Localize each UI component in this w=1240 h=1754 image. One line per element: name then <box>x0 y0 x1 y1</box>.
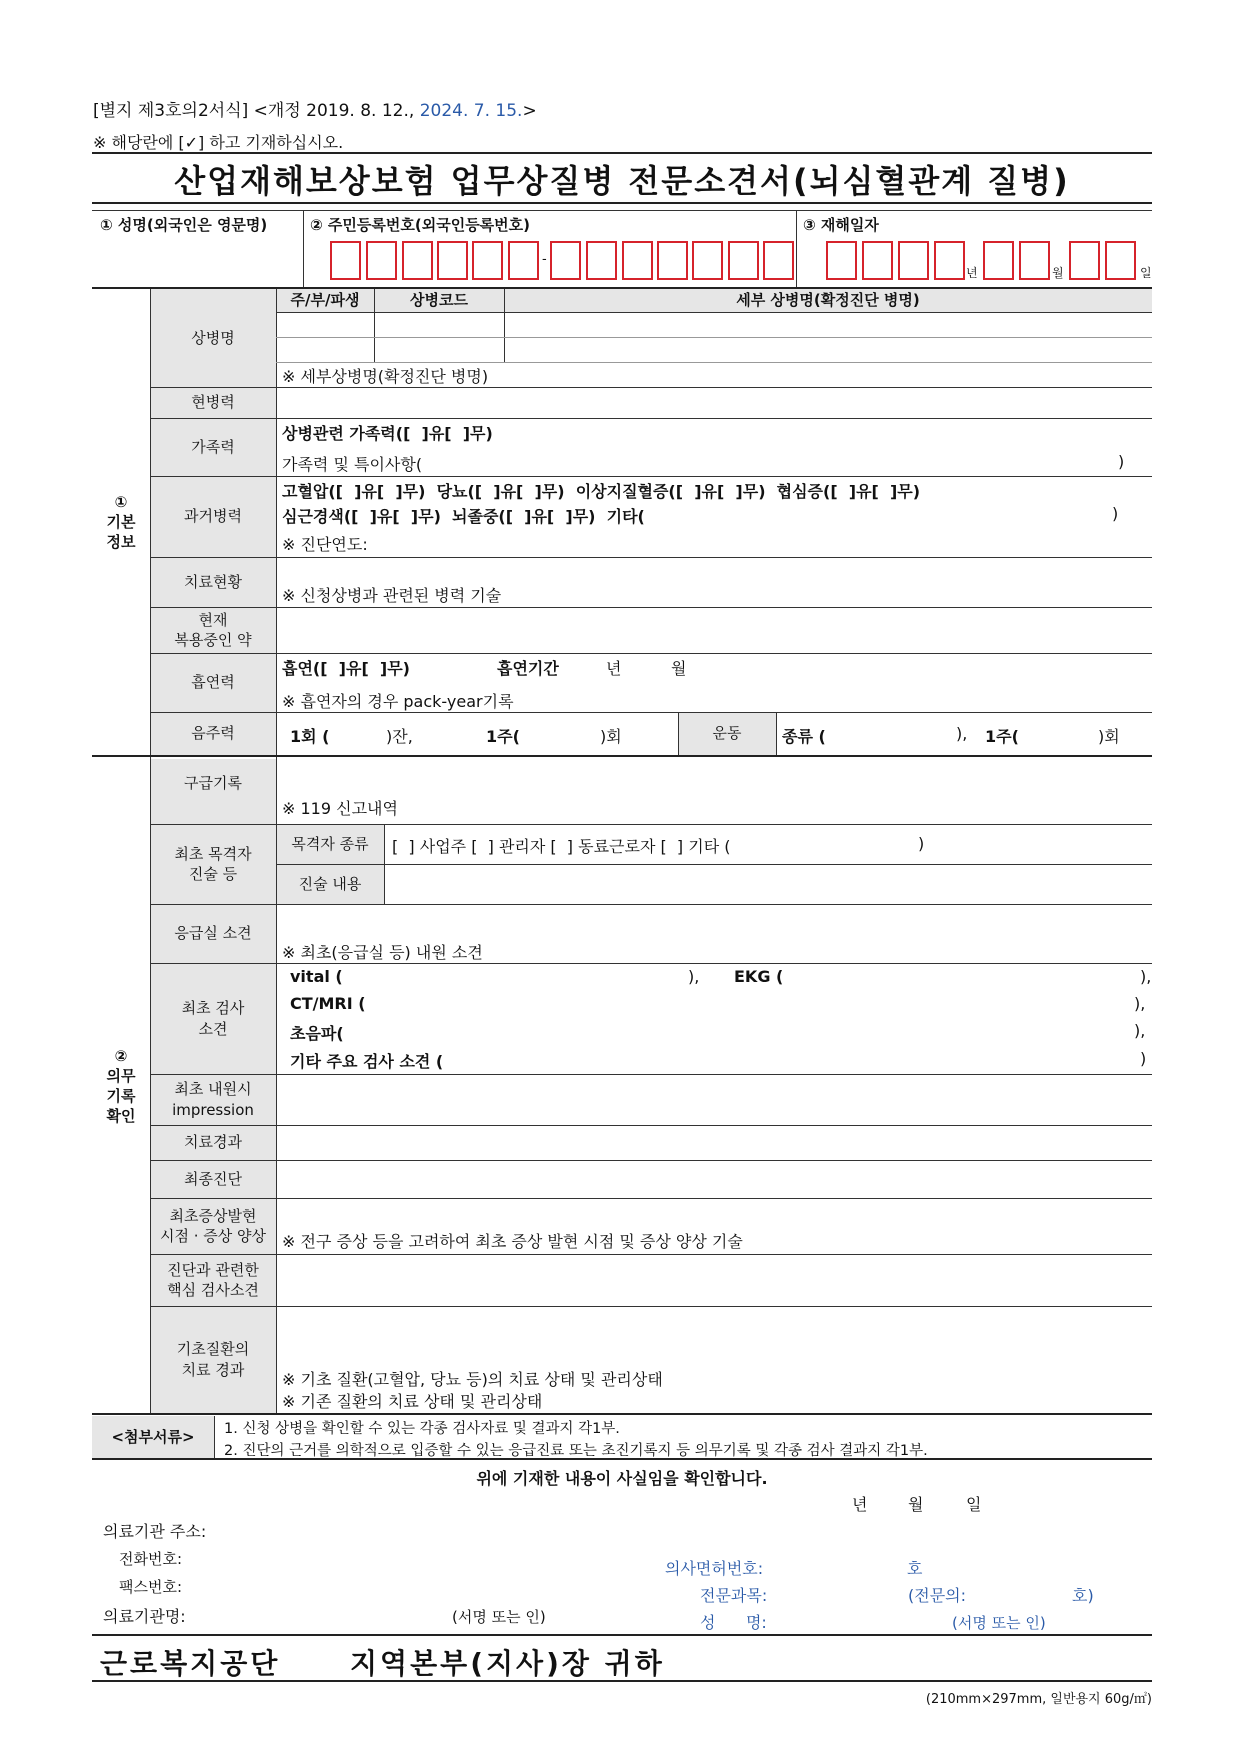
exam-etc-close: ) <box>1140 1049 1147 1068</box>
course-field[interactable] <box>277 1126 1152 1160</box>
footer-bottom-line <box>92 1680 1152 1682</box>
institution-name[interactable]: 의료기관명: <box>103 1607 186 1626</box>
core-exam-field[interactable] <box>277 1255 1152 1306</box>
form-ref-tail: > <box>522 101 537 121</box>
accident-date-label: ③ 재해일자 <box>803 216 879 234</box>
past-history-line3[interactable]: ※ 진단연도: <box>282 535 368 554</box>
family-history-close: ) <box>1118 452 1125 471</box>
section-divider <box>92 1413 1152 1415</box>
final-dx-label: 최종진단 <box>184 1169 242 1188</box>
treatment-label: 치료현황 <box>184 572 242 591</box>
past-history-line1[interactable]: 고혈압([ ]유[ ]무) 당뇨([ ]유[ ]무) 이상지질혈증([ ]유[ ]무) 협심증([ ]유[ ]무) <box>282 482 921 501</box>
family-history-label: 가족력 <box>191 437 235 456</box>
witness-label: 최초 목격자 진술 등 <box>174 844 252 883</box>
institution-fax[interactable]: 팩스번호: <box>119 1578 183 1596</box>
smoking-label: 흡연력 <box>191 673 235 692</box>
row-line <box>150 653 1152 654</box>
title-rule <box>92 202 1152 204</box>
institution-sign: (서명 또는 인) <box>452 1608 546 1626</box>
ambulance-label: 구급기록 <box>184 774 242 793</box>
revision-date: 2024. 7. 15. <box>419 101 523 121</box>
diagnosis-note: ※ 세부상병명(확정진단 병명) <box>282 367 489 386</box>
institution-address[interactable]: 의료기관 주소: <box>103 1522 207 1541</box>
witness-content-field[interactable] <box>385 865 1152 904</box>
smoking-status[interactable]: 흡연([ ]유[ ]무) <box>282 659 410 678</box>
identity-top-line <box>92 210 1152 211</box>
specialty-label[interactable]: 전문과목: <box>700 1586 768 1605</box>
impression-label: 최초 내원시 impression <box>172 1080 254 1119</box>
exam-ekg[interactable]: EKG ( <box>734 967 784 986</box>
col-line <box>776 712 777 755</box>
month-unit: 월 <box>1052 266 1064 280</box>
doctor-sign: (서명 또는 인) <box>952 1614 1046 1632</box>
agency-name: 근로복지공단 <box>100 1647 281 1680</box>
attachments-label: <첨부서류> <box>111 1427 195 1446</box>
institution-phone[interactable]: 전화번호: <box>119 1550 183 1568</box>
smoking-note: ※ 흡연자의 경우 pack-year기록 <box>282 692 514 711</box>
license-number-label[interactable]: 의사면허번호: <box>665 1559 764 1578</box>
final-dx-field[interactable] <box>277 1161 1152 1198</box>
treatment-note: ※ 신청상병과 관련된 병력 기술 <box>282 586 502 605</box>
exam-us[interactable]: 초음파( <box>290 1024 344 1043</box>
underlying-label: 기초질환의 치료 경과 <box>176 1340 250 1379</box>
witness-type-label: 목격자 종류 <box>291 834 369 853</box>
diagnosis-label: 상병명 <box>191 328 235 347</box>
onset-note: ※ 전구 증상 등을 고려하여 최초 증상 발현 시점 및 증상 양상 기술 <box>282 1232 743 1251</box>
witness-content-label: 진술 내용 <box>298 874 362 893</box>
confirm-month: 월 <box>908 1495 924 1514</box>
section1-label: ① 기본 정보 <box>106 492 136 552</box>
row-line <box>150 1198 1152 1199</box>
witness-type-options[interactable]: [ ] 사업주 [ ] 관리자 [ ] 동료근로자 [ ] 기타 ( <box>392 837 731 856</box>
attachment-item-1: 1. 신청 상병을 확인할 수 있는 각종 검사자료 및 결과지 각1부. <box>224 1421 620 1437</box>
core-exam-label: 진단과 관련한 핵심 검사소견 <box>167 1260 259 1299</box>
medication-field[interactable] <box>277 608 1152 653</box>
exercise-type-close: ), <box>956 724 968 743</box>
drinking-label: 음주력 <box>191 724 235 743</box>
drinking-glasses: )잔, <box>386 727 413 746</box>
exercise-times: )회 <box>1098 727 1120 746</box>
exam-vital-close: ), <box>688 967 700 986</box>
footer-top-line <box>92 1634 1152 1636</box>
exam-ekg-close: ), <box>1140 967 1152 986</box>
diagnosis-col-detail: 세부 상병명(확정진단 병명) <box>736 291 920 310</box>
confirm-statement: 위에 기재한 내용이 사실임을 확인합니다. <box>476 1469 768 1488</box>
exam-label: 최초 검사 소견 <box>181 999 245 1038</box>
license-unit: 호 <box>907 1559 923 1578</box>
specialist-unit: 호) <box>1072 1586 1094 1605</box>
confirm-year: 년 <box>852 1495 868 1514</box>
diagnosis-col-type: 주/부/파생 <box>290 291 360 310</box>
er-note: ※ 최초(응급실 등) 내원 소견 <box>282 943 483 962</box>
exam-ct-close: ), <box>1134 994 1146 1013</box>
form-title: 산업재해보상보험 업무상질병 전문소견서(뇌심혈관계 질병) <box>174 162 1070 200</box>
family-history-line2[interactable]: 가족력 및 특이사항( <box>282 455 423 474</box>
present-illness-label: 현병력 <box>191 393 235 412</box>
smoking-period-label: 흡연기간 <box>497 659 559 678</box>
underlying-note1: ※ 기초 질환(고혈압, 당뇨 등)의 치료 상태 및 관리상태 <box>282 1370 663 1389</box>
day-unit: 일 <box>1140 266 1152 280</box>
row-line <box>150 476 1152 477</box>
specialist-label[interactable]: (전문의: <box>908 1586 967 1605</box>
impression-field[interactable] <box>277 1075 1152 1125</box>
attachment-item-2: 2. 진단의 근거를 의학적으로 입증할 수 있는 응급진료 또는 초진기록지 등 의무기록 및 각종 검사 결과지 각1부. <box>224 1443 928 1459</box>
paper-spec: (210mm×297mm, 일반용지 60g/㎡) <box>925 1692 1152 1707</box>
instruction-text: ※ 해당란에 [✓] 하고 기재하십시오. <box>93 133 344 152</box>
diagnosis-entry-rows[interactable] <box>276 313 1152 362</box>
diagnosis-col-code: 상병코드 <box>410 291 468 310</box>
exercise-type[interactable]: 종류 ( <box>782 727 826 746</box>
present-illness-field[interactable] <box>277 388 1152 418</box>
past-history-label: 과거병력 <box>184 507 242 526</box>
form-ref-text: [별지 제3호의2서식] <개정 2019. 8. 12., <box>93 101 415 121</box>
ambulance-note: ※ 119 신고내역 <box>282 799 398 818</box>
row-line <box>150 1306 1152 1307</box>
course-label: 치료경과 <box>184 1133 242 1152</box>
underlying-note2: ※ 기존 질환의 치료 상태 및 관리상태 <box>282 1392 543 1411</box>
smoking-year-unit: 년 <box>606 659 622 678</box>
name-label: ① 성명(외국인은 영문명) <box>100 216 268 234</box>
witness-type-close: ) <box>918 834 925 853</box>
confirm-day: 일 <box>966 1495 982 1514</box>
drinking-per-time[interactable]: 1회 ( <box>290 727 330 746</box>
top-rule <box>92 152 1152 154</box>
col-line <box>214 1416 215 1458</box>
row-line <box>150 963 1152 964</box>
past-history-close: ) <box>1112 504 1119 523</box>
er-label: 응급실 소견 <box>174 924 252 943</box>
family-history-line1[interactable]: 상병관련 가족력([ ]유[ ]무) <box>282 424 493 443</box>
exam-us-close: ), <box>1134 1021 1146 1040</box>
form-reference <box>93 96 537 121</box>
row-line <box>150 418 1152 419</box>
smoking-month-unit: 월 <box>671 659 687 678</box>
row-line <box>150 904 1152 905</box>
drinking-per-week[interactable]: 1주( <box>486 727 520 746</box>
divider <box>303 210 304 288</box>
doctor-name-label[interactable]: 성 명: <box>700 1613 767 1632</box>
row-line <box>276 362 1152 363</box>
exam-ct[interactable]: CT/MRI ( <box>290 994 366 1013</box>
drinking-times: )회 <box>600 727 622 746</box>
past-history-line2[interactable]: 심근경색([ ]유[ ]무) 뇌졸중([ ]유[ ]무) 기타( <box>282 507 645 526</box>
exam-etc[interactable]: 기타 주요 검사 소견 ( <box>290 1052 444 1071</box>
year-unit: 년 <box>966 266 978 280</box>
medication-label: 현재 복용중인 약 <box>174 610 252 649</box>
section2-label: ② 의무 기록 확인 <box>106 1046 136 1126</box>
addressee: 지역본부(지사)장 귀하 <box>350 1647 665 1680</box>
onset-label: 최초증상발현 시점 · 증상 양상 <box>159 1206 266 1245</box>
exercise-per-week[interactable]: 1주( <box>985 727 1019 746</box>
row-line <box>150 557 1152 558</box>
id-separator: - <box>542 252 547 267</box>
id-label: ② 주민등록번호(외국인등록번호) <box>310 216 531 234</box>
divider <box>796 210 797 288</box>
exam-vital[interactable]: vital ( <box>290 967 343 986</box>
exercise-label: 운동 <box>712 724 742 743</box>
row-line <box>150 712 1152 713</box>
